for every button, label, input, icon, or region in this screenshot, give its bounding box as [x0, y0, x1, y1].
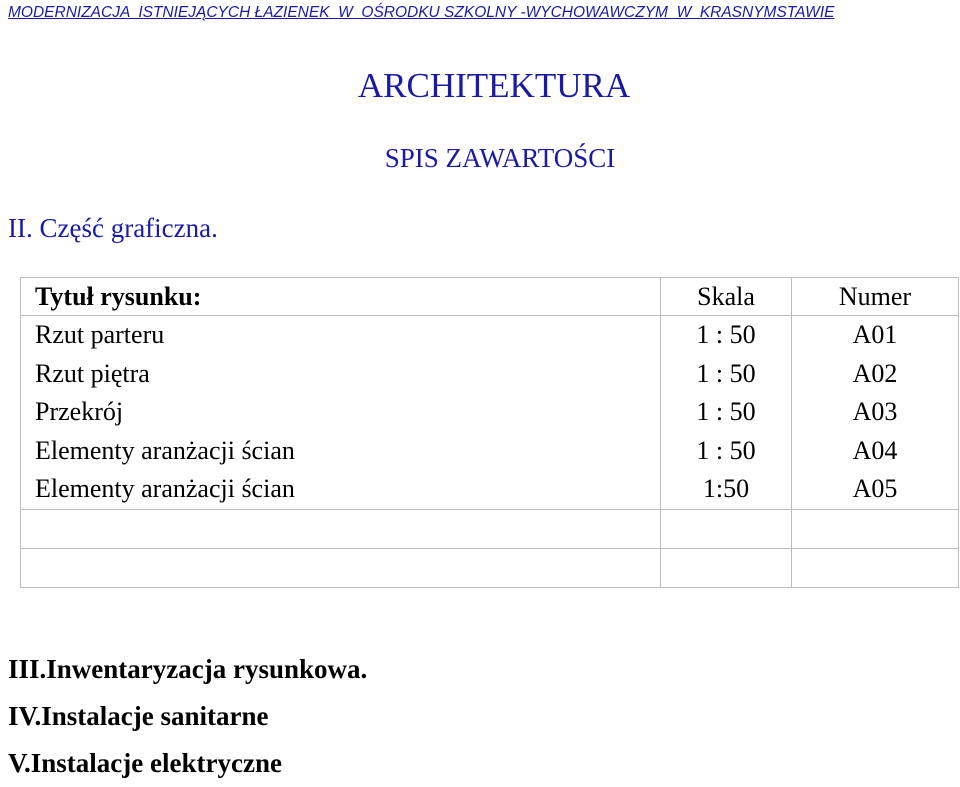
section-item — [8, 740, 367, 787]
table-row — [21, 355, 959, 394]
row-title: Rzut piętra — [21, 355, 661, 394]
section-item — [8, 646, 367, 693]
empty-cell — [21, 509, 661, 548]
row-scale: 1 : 50 — [661, 316, 792, 355]
document-header: MODERNIZACJA ISTNIEJĄCYCH ŁAZIENEK W OŚRODKU SZKOLNY -WYCHOWAWCZYM W KRASNYMSTAWIE — [8, 4, 835, 21]
table-row-empty — [21, 548, 959, 587]
empty-cell — [792, 548, 959, 587]
section-label: Instalacje elektryczne — [30, 748, 282, 778]
header-number: Numer — [792, 278, 959, 316]
row-title: Przekrój — [21, 393, 661, 432]
table-row — [21, 470, 959, 509]
row-number: A04 — [792, 432, 959, 471]
row-title: Elementy aranżacji ścian — [21, 432, 661, 471]
section-heading-graphic: II. Część graficzna. — [8, 213, 218, 243]
section-number: V. — [8, 748, 31, 778]
row-scale: 1 : 50 — [661, 355, 792, 394]
row-title: Rzut parteru — [21, 316, 661, 355]
row-number: A01 — [792, 316, 959, 355]
page-subtitle: SPIS ZAWARTOŚCI — [384, 143, 616, 173]
empty-cell — [661, 548, 792, 587]
header-title: Tytuł rysunku: — [21, 278, 661, 316]
header-scale: Skala — [661, 278, 792, 316]
row-scale: 1:50 — [661, 470, 792, 509]
row-title: Elementy aranżacji ścian — [21, 470, 661, 509]
table-row — [21, 316, 959, 355]
section-label: Inwentaryzacja rysunkowa. — [46, 654, 368, 684]
section-number: IV. — [8, 701, 42, 731]
row-number: A03 — [792, 393, 959, 432]
empty-cell — [661, 509, 792, 548]
table-row — [21, 432, 959, 471]
table-row — [21, 393, 959, 432]
section-label: Instalacje sanitarne — [41, 701, 269, 731]
page-title: ARCHITEKTURA — [357, 66, 631, 105]
section-number: III. — [8, 654, 47, 684]
row-scale: 1 : 50 — [661, 432, 792, 471]
empty-cell — [21, 548, 661, 587]
row-number: A02 — [792, 355, 959, 394]
row-scale: 1 : 50 — [661, 393, 792, 432]
drawings-table — [20, 277, 959, 588]
row-number: A05 — [792, 470, 959, 509]
empty-cell — [792, 509, 959, 548]
table-row-empty — [21, 509, 959, 548]
section-list — [8, 646, 367, 787]
section-item — [8, 693, 367, 740]
table-header-row — [21, 278, 959, 316]
